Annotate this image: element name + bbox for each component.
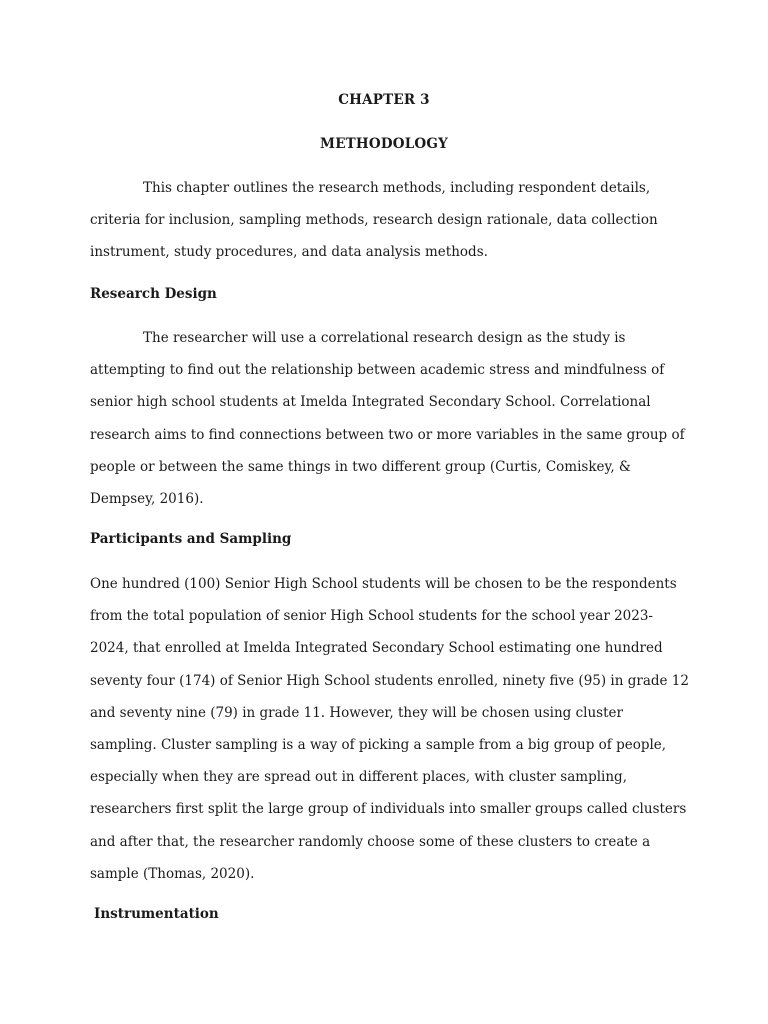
paragraph-line: sampling. Cluster sampling is a way of picking a sample from a big group of people, xyxy=(90,737,667,754)
paragraph-line: and seventy nine (79) in grade 11. However, they will be chosen using cluster xyxy=(90,704,623,721)
section-heading-instrumentation: Instrumentation xyxy=(94,906,219,922)
paragraph-line: researchers first split the large group of individuals into smaller groups called clusters xyxy=(90,801,687,818)
paragraph-line: especially when they are spread out in different places, with cluster sampling, xyxy=(90,769,627,786)
paragraph-line: 2024, that enrolled at Imelda Integrated Secondary School estimating one hundred xyxy=(90,640,663,657)
chapter-title: METHODOLOGY xyxy=(320,136,448,152)
paragraph-line: from the total population of senior High School students for the school year 2023- xyxy=(90,608,653,625)
paragraph-line: This chapter outlines the research methods, including respondent details, xyxy=(143,180,651,196)
research-design-paragraph xyxy=(90,322,690,515)
paragraph-line: sample (Thomas, 2020). xyxy=(90,865,255,882)
paragraph-line: The researcher will use a correlational research design as the study is xyxy=(143,330,626,346)
intro-paragraph xyxy=(90,172,690,269)
paragraph-line: seventy four (174) of Senior High School students enrolled, ninety five (95) in grade 12 xyxy=(90,672,689,689)
section-heading-participants: Participants and Sampling xyxy=(90,531,292,547)
paragraph-line: criteria for inclusion, sampling methods, research design rationale, data collection xyxy=(90,212,658,229)
section-heading-research-design: Research Design xyxy=(90,286,217,302)
participants-paragraph xyxy=(90,568,690,890)
paragraph-line: One hundred (100) Senior High School students will be chosen to be the respondents xyxy=(90,576,677,592)
paragraph-line: attempting to find out the relationship between academic stress and mindfulness of xyxy=(90,362,665,379)
paragraph-line: research aims to find connections between two or more variables in the same group of xyxy=(90,426,685,443)
paragraph-line: senior high school students at Imelda Integrated Secondary School. Correlational xyxy=(90,394,651,411)
paragraph-line: people or between the same things in two different group (Curtis, Comiskey, & xyxy=(90,458,631,475)
paragraph-line: Dempsey, 2016). xyxy=(90,491,204,508)
paragraph-line: instrument, study procedures, and data analysis methods. xyxy=(90,244,488,261)
paragraph-line: and after that, the researcher randomly choose some of these clusters to create a xyxy=(90,833,651,850)
chapter-heading: CHAPTER 3 xyxy=(338,92,430,108)
